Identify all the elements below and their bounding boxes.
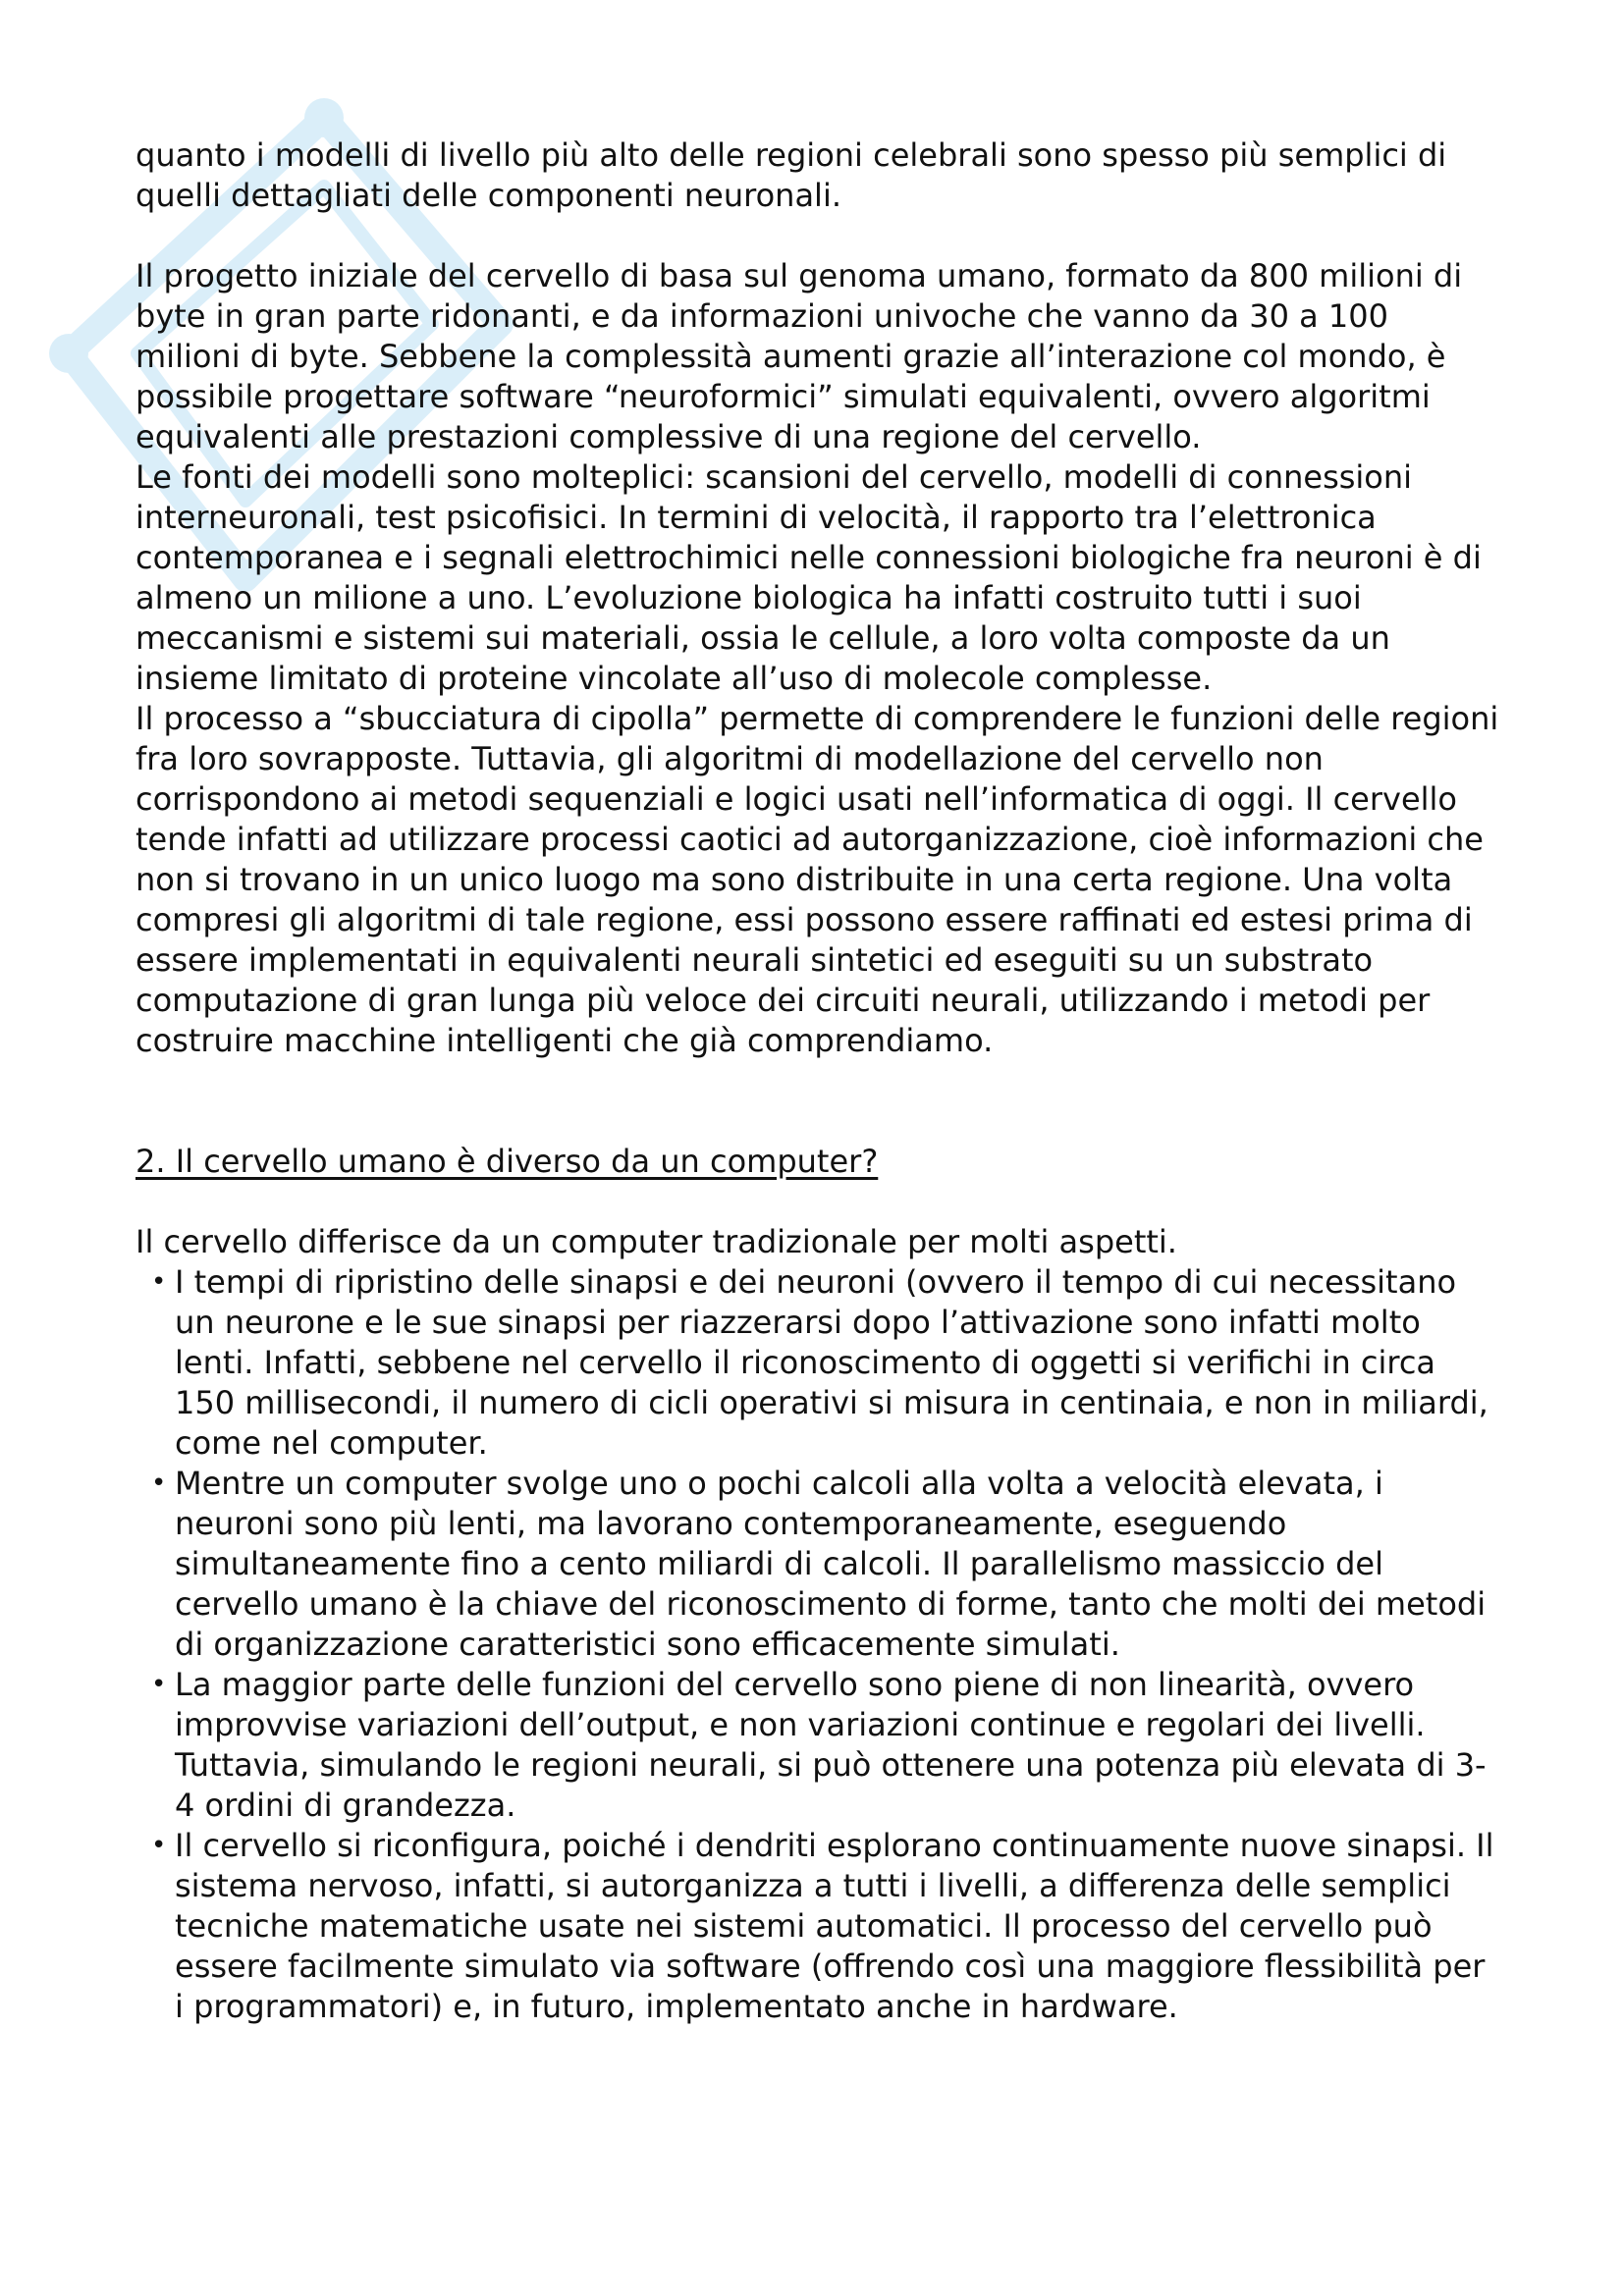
spacer xyxy=(135,1182,1500,1222)
section-heading: 2. Il cervello umano è diverso da un computer? xyxy=(135,1143,879,1180)
list-item-text: La maggior parte delle funzioni del cervello sono piene di non linearità, ovvero improvvise variazioni dell’output, e non variazioni continue e regolari dei livelli. Tuttavia, simulando le regioni neurali, si può ottenere una potenza più elevata di 3-4 ordini di grandezza. xyxy=(175,1666,1487,1824)
paragraph-genome: Il progetto iniziale del cervello di basa sul genoma umano, formato da 800 milioni di byte in gran parte ridonanti, e da informazioni univoche che vanno da 30 a 100 milioni di byte. Sebbene la complessità aumenti grazie all’interazione col mondo, è possibile progettare software “neuroformici” simulati equivalenti, ovvero algoritmi equivalenti alle prestazioni complessive di una regione del cervello. xyxy=(135,257,1463,455)
bullet-icon: • xyxy=(151,1831,167,1860)
spacer xyxy=(135,1061,1500,1142)
spacer xyxy=(135,216,1500,256)
list-item-text: Il cervello si riconfigura, poiché i dendriti esplorano continuamente nuove sinapsi. Il sistema nervoso, infatti, si autorganizza a tutti i livelli, a differenza delle semplici tecniche matematiche usate nei sistemi automatici. Il processo del cervello può essere facilmente simulato via software (offrendo così una maggiore flessibilità per i programmatori) e, in futuro, implementato anche in hardware. xyxy=(175,1827,1494,2025)
bullet-icon: • xyxy=(151,1670,167,1699)
bullet-list xyxy=(135,1262,1500,2027)
bullet-icon: • xyxy=(151,1267,167,1297)
list-item xyxy=(151,1464,1500,1665)
list-item xyxy=(151,1262,1500,1464)
document-page xyxy=(135,135,1500,2027)
paragraph-continuation: quanto i modelli di livello più alto delle regioni celebrali sono spesso più semplici di quelli dettagliati delle componenti neuronali. xyxy=(135,136,1447,214)
paragraph-model-sources: Le fonti dei modelli sono molteplici: scansioni del cervello, modelli di connessioni interneuronali, test psicofisici. In termini di velocità, il rapporto tra l’elettronica contemporanea e i segnali elettrochimici nelle connessioni biologiche fra neuroni è di almeno un milione a uno. L’evoluzione biologica ha infatti costruito tutti i suoi meccanismi e sistemi sui materiali, ossia le cellule, a loro volta composte da un insieme limitato di proteine vincolate all’uso di molecole complesse. xyxy=(135,458,1482,697)
bullet-icon: • xyxy=(151,1468,167,1498)
paragraph-onion-peeling: Il processo a “sbucciatura di cipolla” permette di comprendere le funzioni delle regioni fra loro sovrapposte. Tuttavia, gli algoritmi di modellazione del cervello non corrispondono ai metodi sequenziali e logici usati nell’informatica di oggi. Il cervello tende infatti ad utilizzare processi caotici ad autorganizzazione, cioè informazioni che non si trovano in un unico luogo ma sono distribuite in una certa regione. Una volta compresi gli algoritmi di tale regione, essi possono essere raffinati ed estesi prima di essere implementati in equivalenti neurali sintetici ed eseguiti su un substrato computazione di gran lunga più veloce dei circuiti neurali, utilizzando i metodi per costruire macchine intelligenti che già comprendiamo. xyxy=(135,700,1499,1059)
list-item-text: I tempi di ripristino delle sinapsi e dei neuroni (ovvero il tempo di cui necessitano un neurone e le sue sinapsi per riazzerarsi dopo l’attivazione sono infatti molto lenti. Infatti, sebbene nel cervello il riconoscimento di oggetti si verifichi in circa 150 millisecondi, il numero di cicli operativi si misura in centinaia, e non in miliardi, come nel computer. xyxy=(175,1263,1488,1462)
section-intro: Il cervello differisce da un computer tradizionale per molti aspetti. xyxy=(135,1223,1177,1260)
list-item xyxy=(151,1826,1500,2027)
list-item-text: Mentre un computer svolge uno o pochi calcoli alla volta a velocità elevata, i neuroni sono più lenti, ma lavorano contemporaneamente, eseguendo simultaneamente fino a cento miliardi di calcoli. Il parallelismo massiccio del cervello umano è la chiave del riconoscimento di forme, tanto che molti dei metodi di organizzazione caratteristici sono efficacemente simulati. xyxy=(175,1465,1487,1663)
list-item xyxy=(151,1665,1500,1826)
